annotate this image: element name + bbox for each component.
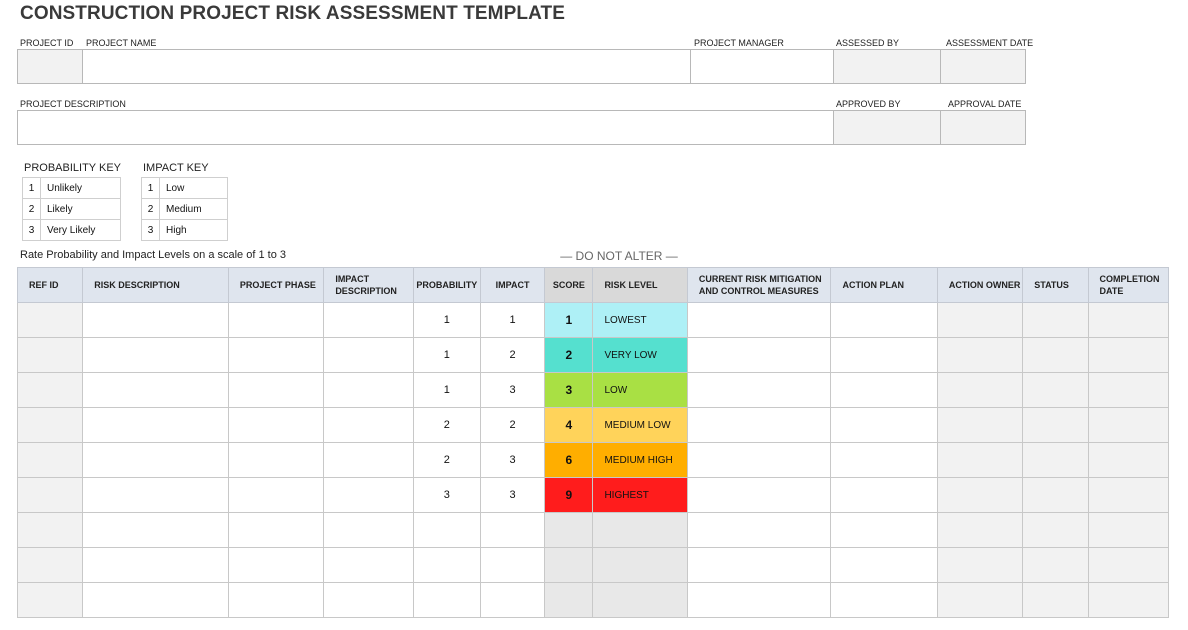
- impact-description-cell[interactable]: [324, 408, 413, 443]
- table-row: [18, 373, 1169, 408]
- project-phase-cell[interactable]: [228, 583, 323, 618]
- col-completion-date: COMPLETION DATE: [1088, 268, 1168, 303]
- project-phase-cell[interactable]: [228, 443, 323, 478]
- key-num: 2: [23, 199, 41, 220]
- completion-date-cell[interactable]: [1088, 478, 1168, 513]
- score-cell: 9: [545, 478, 593, 513]
- impact-description-cell[interactable]: [324, 548, 413, 583]
- action-owner-cell[interactable]: [937, 478, 1022, 513]
- impact-description-cell[interactable]: [324, 303, 413, 338]
- col-probability: PROBABILITY: [413, 268, 480, 303]
- key-row: [142, 220, 228, 241]
- risk-level-cell: HIGHEST: [593, 478, 687, 513]
- impact-description-cell[interactable]: [324, 513, 413, 548]
- key-num: 2: [142, 199, 160, 220]
- col-mitigation: CURRENT RISK MITIGATION AND CONTROL MEASURES: [687, 268, 831, 303]
- project-name-label: PROJECT NAME: [86, 38, 157, 48]
- completion-date-cell[interactable]: [1088, 548, 1168, 583]
- impact-cell[interactable]: 3: [480, 443, 544, 478]
- score-cell: [545, 583, 593, 618]
- project-description-label: PROJECT DESCRIPTION: [20, 99, 126, 109]
- table-row: [18, 303, 1169, 338]
- col-impact-description: IMPACT DESCRIPTION: [324, 268, 413, 303]
- table-row: [18, 583, 1169, 618]
- completion-date-cell[interactable]: [1088, 513, 1168, 548]
- action-plan-cell[interactable]: [831, 303, 937, 338]
- approval-date-label: APPROVAL DATE: [948, 99, 1022, 109]
- risk-description-cell[interactable]: [83, 443, 229, 478]
- col-action-plan: ACTION PLAN: [831, 268, 937, 303]
- risk-level-cell: MEDIUM HIGH: [593, 443, 687, 478]
- action-plan-cell[interactable]: [831, 548, 937, 583]
- risk-description-cell[interactable]: [83, 303, 229, 338]
- probability-cell[interactable]: [413, 548, 480, 583]
- probability-cell[interactable]: 3: [413, 478, 480, 513]
- probability-cell[interactable]: 2: [413, 443, 480, 478]
- assessed-by-label: ASSESSED BY: [836, 38, 900, 48]
- risk-description-cell[interactable]: [83, 408, 229, 443]
- risk-level-cell: [593, 548, 687, 583]
- page-title: CONSTRUCTION PROJECT RISK ASSESSMENT TEMPLATE: [20, 3, 565, 24]
- key-num: 3: [142, 220, 160, 241]
- key-num: 3: [23, 220, 41, 241]
- assessment-date-field[interactable]: [940, 49, 1026, 84]
- mitigation-cell[interactable]: [687, 443, 831, 478]
- action-owner-cell[interactable]: [937, 443, 1022, 478]
- completion-date-cell[interactable]: [1088, 408, 1168, 443]
- ref-id-cell[interactable]: [18, 583, 83, 618]
- mitigation-cell[interactable]: [687, 478, 831, 513]
- key-label: Unlikely: [41, 178, 121, 199]
- mitigation-cell[interactable]: [687, 513, 831, 548]
- action-plan-cell[interactable]: [831, 373, 937, 408]
- key-row: [142, 199, 228, 220]
- action-plan-cell[interactable]: [831, 478, 937, 513]
- key-label: Low: [160, 178, 228, 199]
- approval-date-field[interactable]: [940, 110, 1026, 145]
- project-phase-cell[interactable]: [228, 373, 323, 408]
- risk-level-cell: [593, 513, 687, 548]
- table-row: [18, 443, 1169, 478]
- risk-level-cell: LOWEST: [593, 303, 687, 338]
- completion-date-cell[interactable]: [1088, 338, 1168, 373]
- risk-description-cell[interactable]: [83, 478, 229, 513]
- table-header-row: [18, 268, 1169, 303]
- ref-id-cell[interactable]: [18, 338, 83, 373]
- impact-description-cell[interactable]: [324, 583, 413, 618]
- status-cell[interactable]: [1023, 373, 1088, 408]
- status-cell[interactable]: [1023, 513, 1088, 548]
- project-id-field[interactable]: [17, 49, 83, 84]
- probability-key-title: PROBABILITY KEY: [24, 162, 122, 174]
- completion-date-cell[interactable]: [1088, 443, 1168, 478]
- col-score: SCORE: [545, 268, 593, 303]
- action-owner-cell[interactable]: [937, 373, 1022, 408]
- do-not-alter-label: — DO NOT ALTER —: [560, 249, 678, 263]
- status-cell[interactable]: [1023, 408, 1088, 443]
- risk-description-cell[interactable]: [83, 338, 229, 373]
- mitigation-cell[interactable]: [687, 408, 831, 443]
- mitigation-cell[interactable]: [687, 303, 831, 338]
- impact-description-cell[interactable]: [324, 478, 413, 513]
- completion-date-cell[interactable]: [1088, 373, 1168, 408]
- action-owner-cell[interactable]: [937, 408, 1022, 443]
- project-name-field[interactable]: [82, 49, 691, 84]
- risk-level-cell: MEDIUM LOW: [593, 408, 687, 443]
- probability-cell[interactable]: 1: [413, 338, 480, 373]
- completion-date-cell[interactable]: [1088, 303, 1168, 338]
- risk-description-cell[interactable]: [83, 548, 229, 583]
- score-cell: [545, 513, 593, 548]
- ref-id-cell[interactable]: [18, 408, 83, 443]
- impact-cell[interactable]: [480, 583, 544, 618]
- key-label: Very Likely: [41, 220, 121, 241]
- action-owner-cell[interactable]: [937, 583, 1022, 618]
- ref-id-cell[interactable]: [18, 478, 83, 513]
- ref-id-cell[interactable]: [18, 548, 83, 583]
- risk-level-cell: VERY LOW: [593, 338, 687, 373]
- score-cell: 4: [545, 408, 593, 443]
- project-phase-cell[interactable]: [228, 513, 323, 548]
- impact-cell[interactable]: 2: [480, 408, 544, 443]
- project-id-label: PROJECT ID: [20, 38, 74, 48]
- table-row: [18, 548, 1169, 583]
- score-cell: 6: [545, 443, 593, 478]
- probability-cell[interactable]: [413, 583, 480, 618]
- key-row: [23, 199, 121, 220]
- project-manager-field[interactable]: [690, 49, 834, 84]
- col-project-phase: PROJECT PHASE: [228, 268, 323, 303]
- impact-key-title: IMPACT KEY: [143, 162, 209, 174]
- key-label: Likely: [41, 199, 121, 220]
- key-row: [23, 178, 121, 199]
- project-phase-cell[interactable]: [228, 338, 323, 373]
- col-impact: IMPACT: [480, 268, 544, 303]
- status-cell[interactable]: [1023, 583, 1088, 618]
- action-owner-cell[interactable]: [937, 303, 1022, 338]
- status-cell[interactable]: [1023, 548, 1088, 583]
- probability-cell[interactable]: 2: [413, 408, 480, 443]
- risk-table: [17, 267, 1169, 618]
- score-cell: 1: [545, 303, 593, 338]
- key-row: [142, 178, 228, 199]
- impact-cell[interactable]: 3: [480, 478, 544, 513]
- project-phase-cell[interactable]: [228, 478, 323, 513]
- impact-description-cell[interactable]: [324, 338, 413, 373]
- project-phase-cell[interactable]: [228, 548, 323, 583]
- ref-id-cell[interactable]: [18, 513, 83, 548]
- assessed-by-field[interactable]: [833, 49, 941, 84]
- action-owner-cell[interactable]: [937, 513, 1022, 548]
- action-plan-cell[interactable]: [831, 513, 937, 548]
- action-plan-cell[interactable]: [831, 443, 937, 478]
- mitigation-cell[interactable]: [687, 338, 831, 373]
- key-label: Medium: [160, 199, 228, 220]
- mitigation-cell[interactable]: [687, 583, 831, 618]
- project-phase-cell[interactable]: [228, 303, 323, 338]
- status-cell[interactable]: [1023, 478, 1088, 513]
- ref-id-cell[interactable]: [18, 443, 83, 478]
- status-cell[interactable]: [1023, 303, 1088, 338]
- key-row: [23, 220, 121, 241]
- approved-by-field[interactable]: [833, 110, 941, 145]
- assessment-date-label: ASSESSMENT DATE: [946, 38, 1034, 48]
- col-ref-id: REF ID: [18, 268, 83, 303]
- action-owner-cell[interactable]: [937, 548, 1022, 583]
- probability-key-table: [22, 177, 121, 241]
- completion-date-cell[interactable]: [1088, 583, 1168, 618]
- status-cell[interactable]: [1023, 443, 1088, 478]
- col-risk-description: RISK DESCRIPTION: [83, 268, 229, 303]
- impact-cell[interactable]: [480, 548, 544, 583]
- action-owner-cell[interactable]: [937, 338, 1022, 373]
- impact-cell[interactable]: [480, 513, 544, 548]
- status-cell[interactable]: [1023, 338, 1088, 373]
- impact-description-cell[interactable]: [324, 443, 413, 478]
- action-plan-cell[interactable]: [831, 408, 937, 443]
- probability-cell[interactable]: 1: [413, 373, 480, 408]
- risk-level-cell: [593, 583, 687, 618]
- impact-description-cell[interactable]: [324, 373, 413, 408]
- risk-description-cell[interactable]: [83, 373, 229, 408]
- key-num: 1: [23, 178, 41, 199]
- score-cell: 2: [545, 338, 593, 373]
- impact-cell[interactable]: 2: [480, 338, 544, 373]
- impact-cell[interactable]: 1: [480, 303, 544, 338]
- probability-cell[interactable]: 1: [413, 303, 480, 338]
- col-risk-level: RISK LEVEL: [593, 268, 687, 303]
- table-row: [18, 513, 1169, 548]
- action-plan-cell[interactable]: [831, 583, 937, 618]
- key-label: High: [160, 220, 228, 241]
- probability-cell[interactable]: [413, 513, 480, 548]
- ref-id-cell[interactable]: [18, 373, 83, 408]
- key-num: 1: [142, 178, 160, 199]
- project-description-field[interactable]: [17, 110, 834, 145]
- project-manager-label: PROJECT MANAGER: [694, 38, 784, 48]
- mitigation-cell[interactable]: [687, 373, 831, 408]
- risk-level-cell: LOW: [593, 373, 687, 408]
- approved-by-label: APPROVED BY: [836, 99, 901, 109]
- impact-key-table: [141, 177, 228, 241]
- col-action-owner: ACTION OWNER: [937, 268, 1022, 303]
- mitigation-cell[interactable]: [687, 548, 831, 583]
- risk-description-cell[interactable]: [83, 583, 229, 618]
- ref-id-cell[interactable]: [18, 303, 83, 338]
- table-row: [18, 478, 1169, 513]
- table-row: [18, 408, 1169, 443]
- col-status: STATUS: [1023, 268, 1088, 303]
- score-cell: [545, 548, 593, 583]
- score-cell: 3: [545, 373, 593, 408]
- table-row: [18, 338, 1169, 373]
- action-plan-cell[interactable]: [831, 338, 937, 373]
- impact-cell[interactable]: 3: [480, 373, 544, 408]
- risk-description-cell[interactable]: [83, 513, 229, 548]
- scale-note: Rate Probability and Impact Levels on a scale of 1 to 3: [20, 249, 286, 261]
- project-phase-cell[interactable]: [228, 408, 323, 443]
